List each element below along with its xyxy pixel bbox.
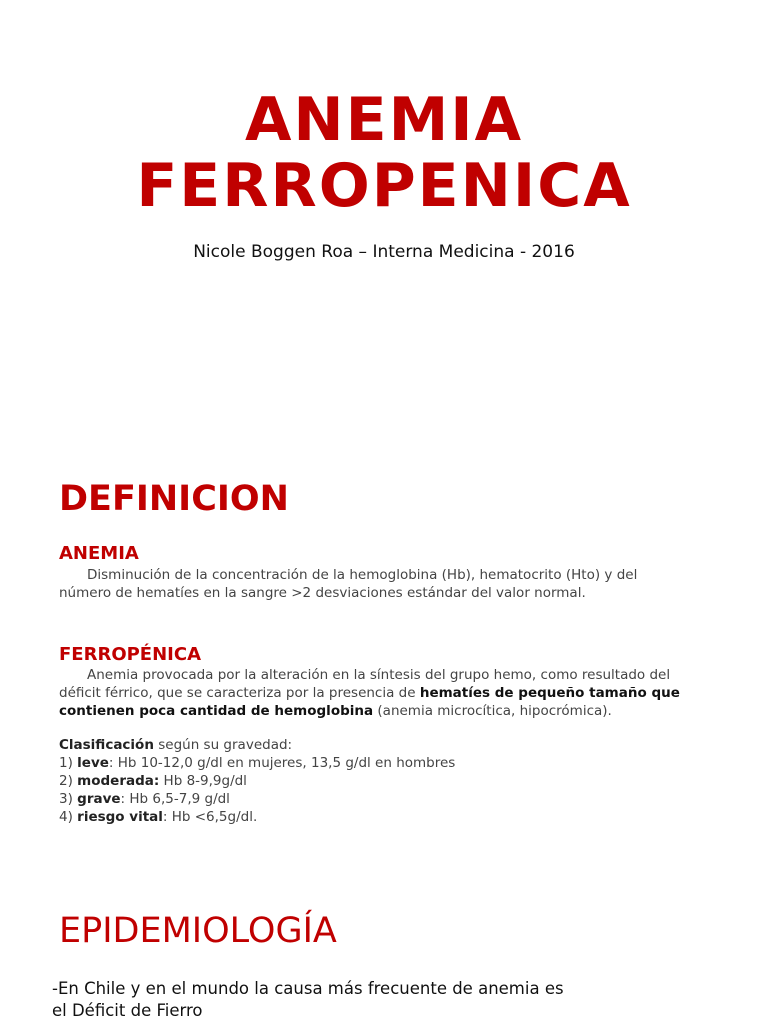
- item-term: moderada:: [77, 773, 160, 789]
- clasificacion-item-riesgo-vital: [59, 809, 257, 825]
- clasificacion-item-grave: [59, 791, 230, 807]
- epidemiologia-heading: EPIDEMIOLOGÍA: [59, 911, 337, 951]
- item-term: grave: [77, 791, 121, 807]
- clasificacion-item-moderada: [59, 773, 247, 789]
- ferropenica-line-3-suffix: (anemia microcítica, hipocrómica).: [373, 703, 612, 719]
- author-subtitle: Nicole Boggen Roa – Interna Medicina - 2016: [193, 242, 575, 262]
- clasificacion-list: [59, 736, 729, 826]
- ferropenica-line-3-bold: contienen poca cantidad de hemoglobina: [59, 703, 374, 719]
- clasificacion-label: Clasificación: [59, 737, 154, 753]
- item-detail: : Hb <6,5g/dl.: [162, 809, 258, 825]
- anemia-definition-line-2: número de hematíes en la sangre >2 desviaciones estándar del valor normal.: [59, 585, 586, 601]
- ferropenica-line-2-prefix: déficit férrico, que se caracteriza por la presencia de: [59, 685, 420, 701]
- clasificacion-label-suffix: según su gravedad:: [153, 737, 293, 753]
- item-detail: Hb 8-9,9g/dl: [159, 773, 247, 789]
- title-line-2: FERROPENICA: [136, 151, 632, 221]
- epidemiologia-line-2: el Déficit de Fierro: [52, 1001, 203, 1020]
- clasificacion-item-leve: [59, 755, 455, 771]
- item-detail: : Hb 6,5-7,9 g/dl: [120, 791, 230, 807]
- item-prefix: 1): [59, 755, 78, 771]
- epidemiologia-text: [52, 978, 732, 1022]
- anemia-definition: [59, 566, 729, 602]
- item-prefix: 3): [59, 791, 78, 807]
- item-term: leve: [77, 755, 109, 771]
- definicion-heading: DEFINICION: [59, 479, 289, 519]
- item-term: riesgo vital: [77, 809, 163, 825]
- anemia-heading: ANEMIA: [59, 543, 139, 564]
- anemia-definition-line-1: Disminución de la concentración de la hemoglobina (Hb), hematocrito (Hto) y del: [87, 567, 638, 583]
- item-detail: : Hb 10-12,0 g/dl en mujeres, 13,5 g/dl en hombres: [108, 755, 456, 771]
- ferropenica-line-2-bold: hematíes de pequeño tamaño que: [419, 685, 680, 701]
- ferropenica-line-1: Anemia provocada por la alteración en la síntesis del grupo hemo, como resultado del: [87, 667, 671, 683]
- title-line-1: ANEMIA: [244, 85, 524, 155]
- ferropenica-definition: [59, 666, 729, 720]
- item-prefix: 4): [59, 809, 78, 825]
- item-prefix: 2): [59, 773, 78, 789]
- epidemiologia-line-1: -En Chile y en el mundo la causa más frecuente de anemia es: [52, 979, 564, 998]
- ferropenica-heading: FERROPÉNICA: [59, 644, 202, 665]
